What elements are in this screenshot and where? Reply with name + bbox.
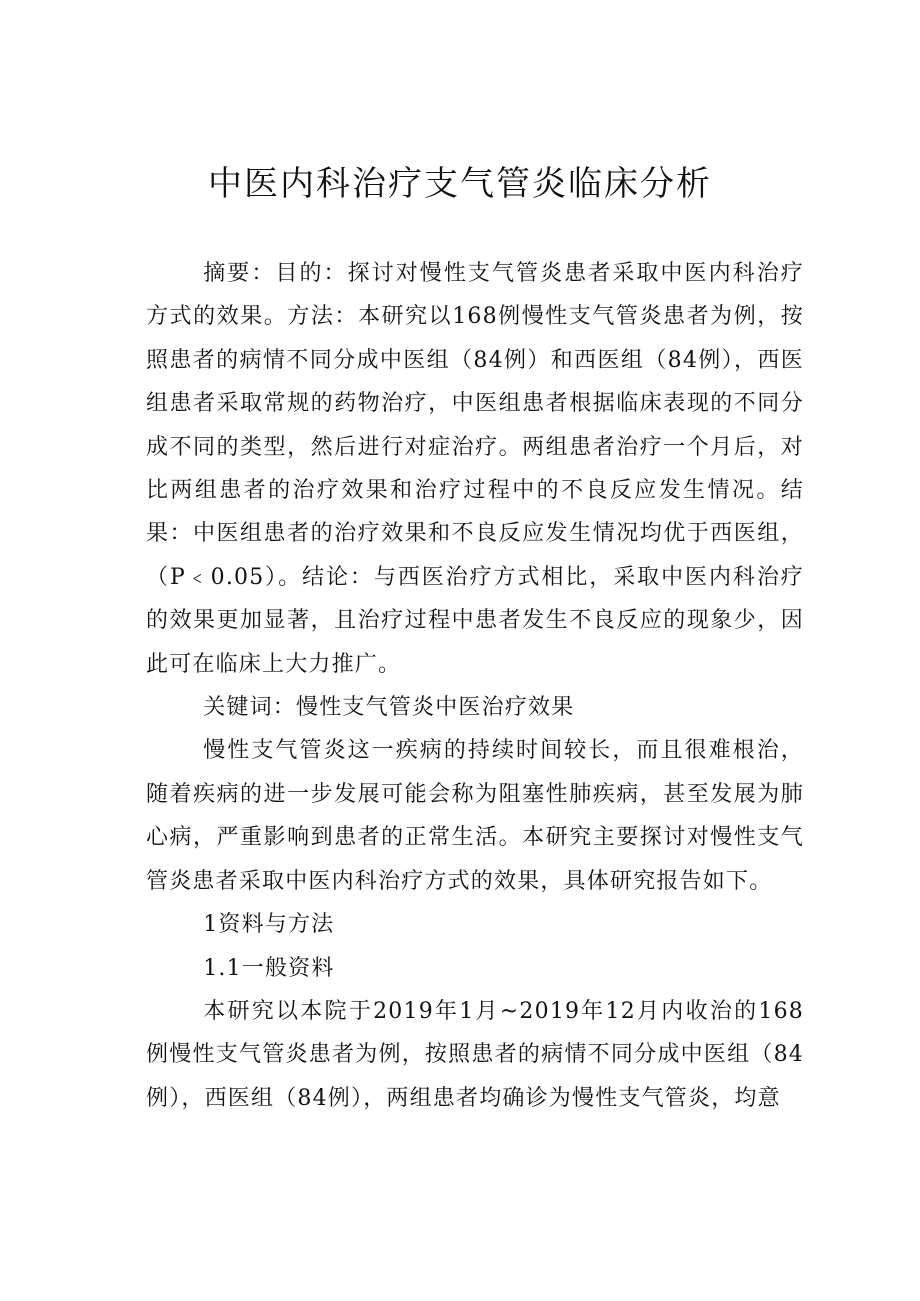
section-heading-materials-methods: 1资料与方法 (203, 912, 335, 938)
subsection-heading-general-data: 1.1一般资料 (203, 955, 335, 981)
general-data-paragraph: 本研究以本院于2019年1月~2019年12月内收治的168例慢性支气管炎患者为例，按照患者的病情不同分成中医组（84例），西医组（84例），两组患者均确诊为慢性支气管炎，均意 (146, 998, 804, 1111)
keywords-paragraph: 关键词：慢性支气管炎中医治疗效果 (203, 695, 575, 721)
document-body (146, 252, 804, 1120)
abstract-paragraph: 摘要：目的：探讨对慢性支气管炎患者采取中医内科治疗方式的效果。方法：本研究以168例慢性支气管炎患者为例，按照患者的病情不同分成中医组（84例）和西医组（84例），西医组患者采取常规的药物治疗，中医组患者根据临床表现的不同分成不同的类型，然后进行对症治疗。两组患者治疗一个月后，对比两组患者的治疗效果和治疗过程中的不良反应发生情况。结果：中医组患者的治疗效果和不良反应发生情况均优于西医组，（P﹤0.05）。结论：与西医治疗方式相比，采取中医内科治疗的效果更加显著，且治疗过程中患者发生不良反应的现象少，因此可在临床上大力推广。 (146, 261, 804, 677)
intro-paragraph: 慢性支气管炎这一疾病的持续时间较长，而且很难根治，随着疾病的进一步发展可能会称为阻塞性肺疾病，甚至发展为肺心病，严重影响到患者的正常生活。本研究主要探讨对慢性支气管炎患者采取中医内科治疗方式的效果，具体研究报告如下。 (146, 738, 804, 894)
document-title: 中医内科治疗支气管炎临床分析 (208, 164, 712, 204)
